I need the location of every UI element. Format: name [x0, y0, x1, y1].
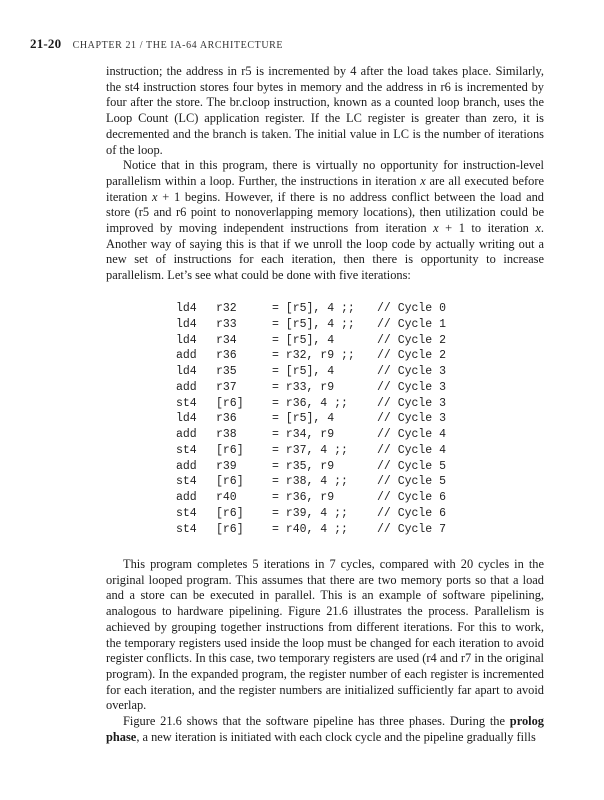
code-destination: [r6] — [216, 506, 244, 520]
top-text-block — [106, 64, 544, 284]
code-source: = [r5], 4 — [272, 365, 335, 378]
code-destination: r33 — [216, 317, 237, 331]
text-run: Figure 21.6 shows that the software pipeline has three phases. During the — [123, 714, 510, 729]
code-destination: [r6] — [216, 475, 244, 489]
code-destination: r34 — [216, 333, 237, 347]
code-destination: r32 — [216, 302, 237, 315]
code-line — [176, 506, 446, 522]
code-line — [176, 459, 446, 475]
code-comment: // Cycle 4 — [377, 443, 447, 457]
variable-x: x — [420, 173, 426, 188]
code-line — [176, 522, 446, 538]
paragraph-unroll-explanation — [106, 158, 544, 284]
paragraph-loop-description: instruction; the address in r5 is incremented by 4 after the load takes place. Similarly, the st4 instruction stores four bytes in memory and the address in r6 is incremented by four after the store. The br.cloop instruction, known as a counted loop branch, uses the Loop Count (LC) application register. If the LC register is greater than zero, it is decremented and the branch is taken. The initial value in LC is the number of iterations of the loop. — [106, 64, 544, 157]
code-source: = r36, 4 ;; — [272, 396, 348, 410]
paragraph-pipelining-result: This program completes 5 iterations in 7 cycles, compared with 20 cycles in the original looped program. This assumes that there are two memory ports so that a load and a store can be executed in parallel. This is an example of software pipelining, analogous to hardware pipelining. Figure 21.6 illustrates the process. Parallelism is achieved by grouping together instructions from different iterations. For this to work, the temporary registers used inside the loop must be changed for each iteration to avoid register conflicts. In this case, two temporary registers are used (r4 and r7 in the original program). In the expanded program, the register number of each register is incremented for each iteration, and the register numbers are initialized sufficiently far apart to avoid overlap. — [106, 557, 544, 713]
code-opcode: st4 — [176, 475, 197, 489]
code-source: = r37, 4 ;; — [272, 443, 348, 457]
text-run: . Another way of saying this is that if we unroll the loop code by actually writing out a new set of instructions for each iteration, then there is opportunity to increase parallelism. Let’s see what could be done with five iterations: — [106, 221, 544, 283]
code-line — [176, 411, 446, 427]
code-source: = r38, 4 ;; — [272, 475, 348, 489]
code-source: = r34, r9 — [272, 428, 335, 441]
code-destination: r40 — [216, 491, 237, 504]
code-destination: [r6] — [216, 522, 244, 536]
code-destination: r35 — [216, 365, 237, 378]
page-number: 21-20 — [30, 36, 62, 51]
code-line — [176, 427, 446, 443]
code-destination: r39 — [216, 459, 237, 473]
text-run: Notice that in this program, there is virtually no opportunity for instruction-level parallelism within a loop. Further, the instructions in iteration — [106, 158, 544, 188]
code-source: = r33, r9 — [272, 380, 335, 394]
code-comment: // Cycle 6 — [377, 506, 447, 520]
code-destination: [r6] — [216, 396, 244, 410]
code-opcode: ld4 — [176, 317, 197, 331]
code-comment: // Cycle 3 — [377, 396, 447, 410]
code-line — [176, 443, 446, 459]
code-line — [176, 380, 446, 396]
code-line — [176, 333, 446, 349]
code-listing — [176, 301, 446, 537]
code-source: = [r5], 4 ;; — [272, 317, 355, 331]
variable-x: x — [433, 221, 439, 236]
code-opcode: add — [176, 380, 197, 394]
code-line — [176, 364, 446, 380]
code-comment: // Cycle 2 — [377, 349, 447, 363]
code-source: = [r5], 4 — [272, 333, 335, 347]
code-opcode: ld4 — [176, 365, 197, 378]
page-header — [30, 36, 283, 52]
variable-x: x — [535, 221, 541, 236]
code-destination: r37 — [216, 380, 237, 394]
term-prolog-phase: prolog phase — [106, 714, 544, 744]
code-opcode: add — [176, 459, 197, 473]
code-destination: r38 — [216, 428, 237, 441]
code-line — [176, 301, 446, 317]
text-run: are all executed before iteration — [106, 173, 544, 204]
code-line — [176, 317, 446, 333]
code-source: = r36, r9 — [272, 491, 335, 504]
code-comment: // Cycle 4 — [377, 428, 447, 441]
code-destination: r36 — [216, 349, 237, 363]
code-comment: // Cycle 3 — [377, 365, 447, 378]
code-source: = r32, r9 ;; — [272, 349, 355, 363]
code-opcode: add — [176, 349, 197, 363]
code-opcode: add — [176, 428, 197, 441]
chapter-title: CHAPTER 21 / THE IA-64 ARCHITECTURE — [72, 40, 284, 51]
code-comment: // Cycle 0 — [377, 302, 447, 315]
code-source: = r40, 4 ;; — [272, 522, 348, 536]
code-opcode: add — [176, 491, 197, 504]
code-opcode: st4 — [176, 396, 197, 410]
bottom-text-block — [106, 557, 544, 745]
code-opcode: ld4 — [176, 302, 197, 315]
text-run: + 1 to iteration — [438, 221, 536, 236]
code-destination: r36 — [216, 412, 237, 426]
code-source: = [r5], 4 — [272, 412, 335, 426]
code-comment: // Cycle 1 — [377, 317, 447, 331]
code-opcode: st4 — [176, 443, 197, 457]
code-opcode: st4 — [176, 522, 197, 536]
code-source: = r39, 4 ;; — [272, 506, 348, 520]
paragraph-pipeline-phases — [106, 714, 544, 745]
code-source: = [r5], 4 ;; — [272, 302, 355, 315]
code-destination: [r6] — [216, 443, 244, 457]
code-line — [176, 490, 446, 506]
code-line — [176, 348, 446, 364]
code-comment: // Cycle 2 — [377, 333, 447, 347]
code-opcode: ld4 — [176, 333, 197, 347]
code-comment: // Cycle 3 — [377, 380, 447, 394]
code-comment: // Cycle 6 — [377, 491, 447, 504]
code-source: = r35, r9 — [272, 459, 335, 473]
variable-x: x — [152, 189, 158, 204]
text-run: + 1 begins. However, if there is no address conflict between the load and store (r5 and r6 point to nonoverlapping memory locations), then utilization could be improved by moving independent instructions from iteration — [106, 189, 544, 236]
text-run: , a new iteration is initiated with each clock cycle and the pipeline gradually fills — [136, 729, 536, 744]
code-opcode: st4 — [176, 506, 197, 520]
code-comment: // Cycle 7 — [377, 522, 447, 536]
code-line — [176, 396, 446, 412]
code-opcode: ld4 — [176, 412, 197, 426]
code-comment: // Cycle 5 — [377, 475, 447, 489]
code-comment: // Cycle 3 — [377, 412, 447, 426]
code-line — [176, 474, 446, 490]
code-comment: // Cycle 5 — [377, 459, 447, 473]
